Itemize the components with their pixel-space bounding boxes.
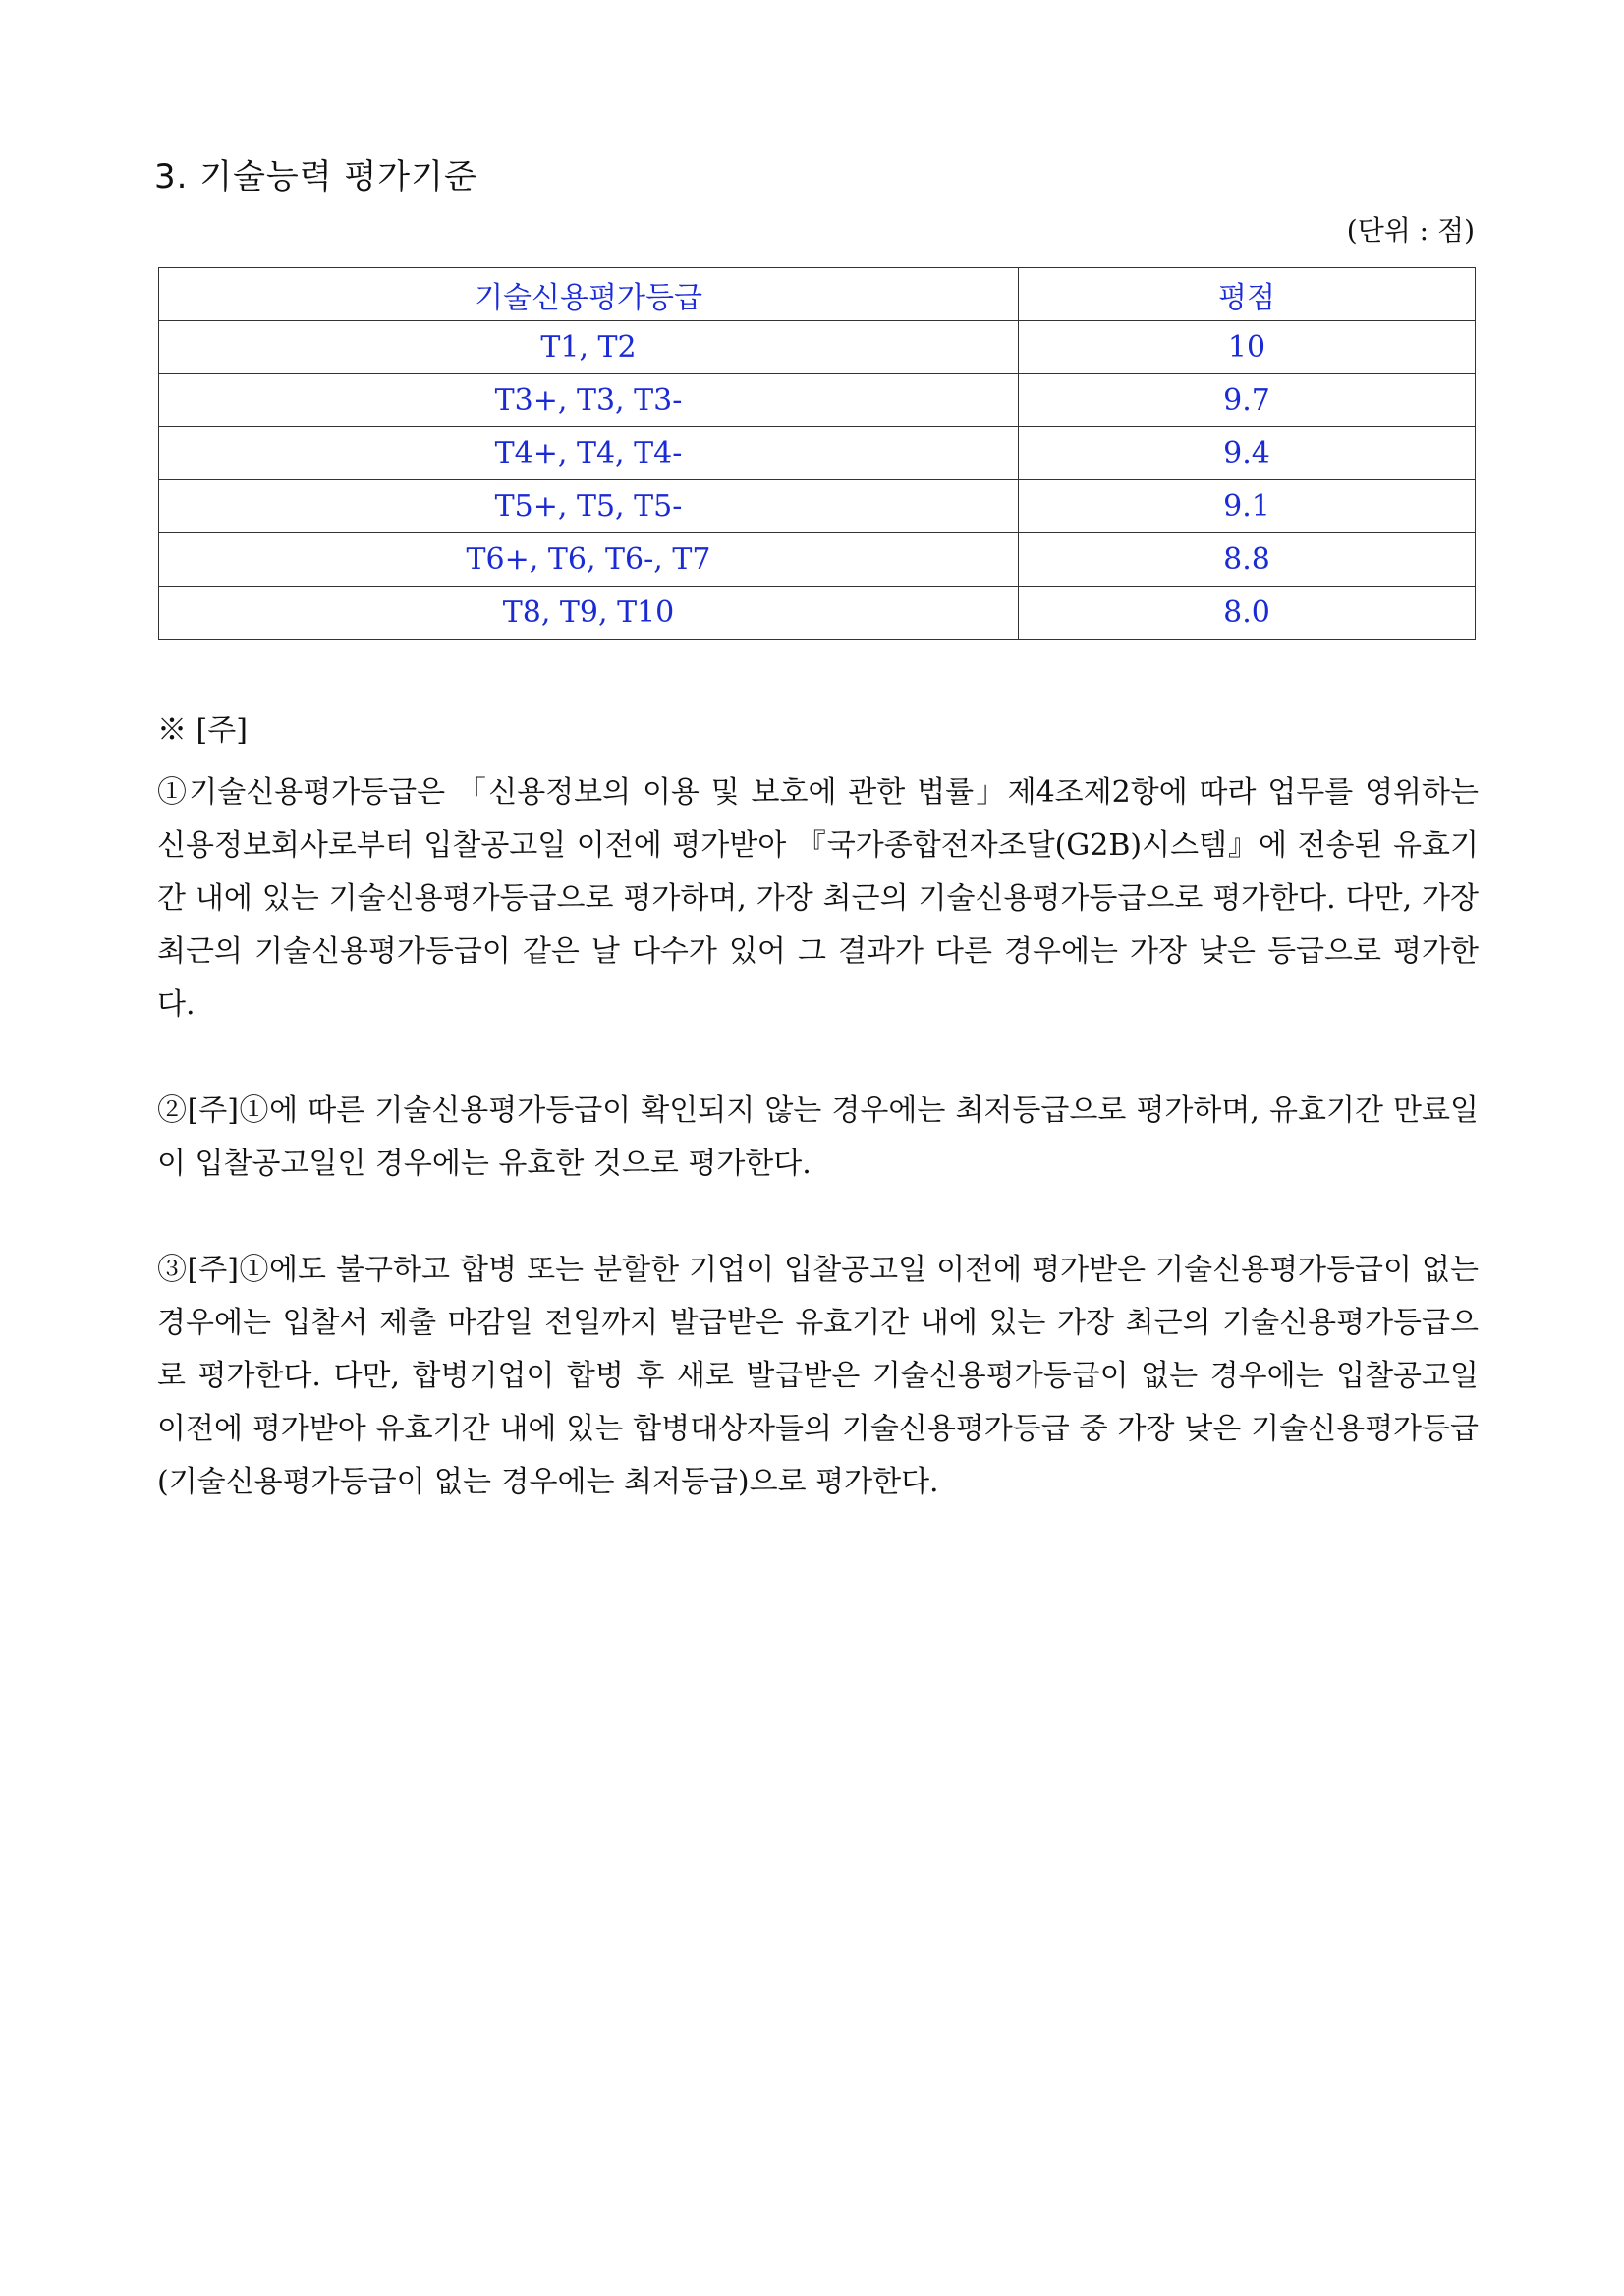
note-spacer xyxy=(157,1032,1479,1085)
grade-cell: T4+, T4, T4- xyxy=(159,427,1019,480)
notes-section xyxy=(157,707,1479,1509)
table-row xyxy=(159,480,1476,533)
score-cell: 8.8 xyxy=(1019,533,1476,587)
section-title: 3. 기술능력 평가기준 xyxy=(154,157,477,196)
grade-cell: T6+, T6, T6-, T7 xyxy=(159,533,1019,587)
score-cell: 8.0 xyxy=(1019,587,1476,640)
score-cell: 10 xyxy=(1019,321,1476,374)
header-score: 평점 xyxy=(1019,268,1476,321)
note-item-3: ③[주]①에도 불구하고 합병 또는 분할한 기업이 입찰공고일 이전에 평가받은 기술신용평가등급이 없는 경우에는 입찰서 제출 마감일 전일까지 발급받은 유효기간 내에 있는 가장 최근의 기술신용평가등급으로 평가한다. 다만, 합병기업이 합병 후 새로 발급받은 기술신용평가등급이 없는 경우에는 입찰공고일 이전에 평가받아 유효기간 내에 있는 합병대상자들의 기술신용평가등급 중 가장 낮은 기술신용평가등급(기술신용평가등급이 없는 경우에는 최저등급)으로 평가한다. xyxy=(157,1253,1479,1499)
table-row xyxy=(159,427,1476,480)
table-row xyxy=(159,533,1476,587)
table-row xyxy=(159,321,1476,374)
unit-note: (단위 : 점) xyxy=(1346,214,1475,247)
note-item-1: ①기술신용평가등급은 「신용정보의 이용 및 보호에 관한 법률」제4조제2항에 따라 업무를 영위하는 신용정보회사로부터 입찰공고일 이전에 평가받아 『국가종합전자조달(G2B)시스템』에 전송된 유효기간 내에 있는 기술신용평가등급으로 평가하며, 가장 최근의 기술신용평가등급으로 평가한다. 다만, 가장 최근의 기술신용평가등급이 같은 날 다수가 있어 그 결과가 다른 경우에는 가장 낮은 등급으로 평가한다. xyxy=(157,775,1479,1022)
score-cell: 9.4 xyxy=(1019,427,1476,480)
notes-heading: ※ [주] xyxy=(157,713,248,748)
table-row xyxy=(159,587,1476,640)
table-row xyxy=(159,374,1476,427)
grade-cell: T3+, T3, T3- xyxy=(159,374,1019,427)
grade-cell: T5+, T5, T5- xyxy=(159,480,1019,533)
table-header-row xyxy=(159,268,1476,321)
score-cell: 9.1 xyxy=(1019,480,1476,533)
header-grade: 기술신용평가등급 xyxy=(159,268,1019,321)
grade-cell: T1, T2 xyxy=(159,321,1019,374)
grade-score-table xyxy=(158,267,1476,640)
note-item-2: ②[주]①에 따른 기술신용평가등급이 확인되지 않는 경우에는 최저등급으로 평가하며, 유효기간 만료일이 입찰공고일인 경우에는 유효한 것으로 평가한다. xyxy=(157,1093,1479,1181)
score-cell: 9.7 xyxy=(1019,374,1476,427)
grade-cell: T8, T9, T10 xyxy=(159,587,1019,640)
note-spacer xyxy=(157,1191,1479,1244)
